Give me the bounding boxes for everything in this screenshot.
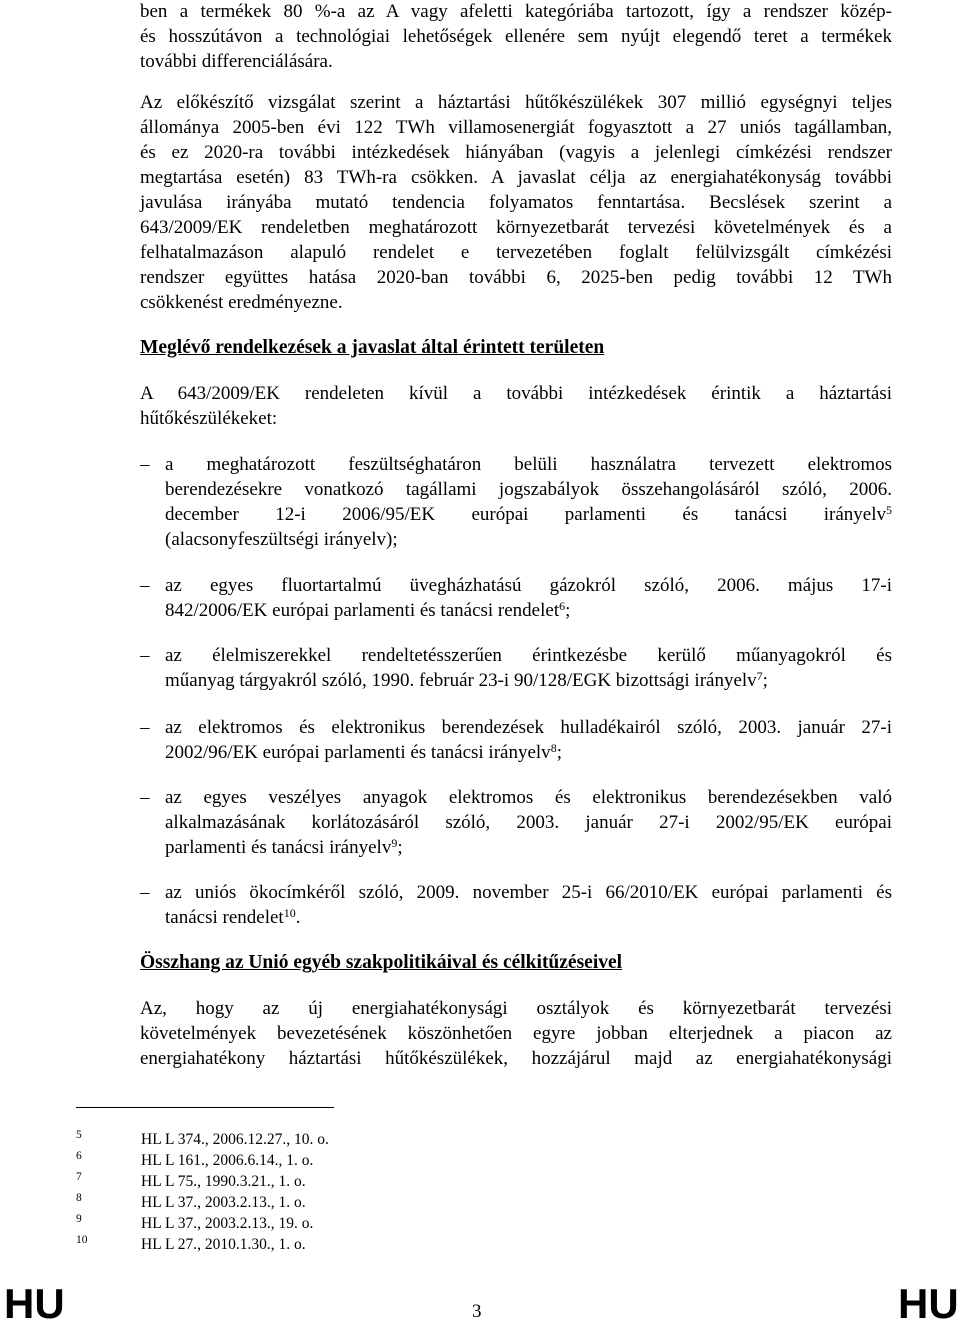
paragraph-other-measures [140, 381, 892, 431]
text-line [165, 785, 892, 810]
punctuation: . [295, 907, 301, 928]
text-line [165, 905, 892, 930]
language-code-right: HU [898, 1280, 959, 1327]
list-item-text [165, 643, 892, 693]
text-line [165, 452, 892, 477]
page-number: 3 [472, 1301, 482, 1322]
text-line [165, 715, 892, 740]
footnote-number: 5 [76, 1129, 82, 1141]
footnote-reference: 6 [559, 599, 566, 613]
dash-bullet: – [140, 787, 150, 808]
line-text: berendezésekre vonatkozó tagállami jogszabályok összehangolásáról szóló, 2006. [165, 479, 892, 500]
paragraph-intro-continuation [140, 0, 892, 74]
punctuation: ; [556, 742, 562, 763]
line-text: alkalmazásának korlátozásáról szóló, 2003. január 27-i 2002/95/EK európai [165, 812, 892, 833]
text-line: rendszer együttes hatása 2020-ban további 6, 2025-ben pedig további 12 TWh [140, 267, 892, 288]
punctuation: ; [397, 837, 403, 858]
footnote-reference: 5 [886, 503, 892, 517]
dash-bullet: – [140, 575, 150, 596]
footnote-number: 10 [76, 1234, 88, 1246]
dash-bullet: – [140, 454, 150, 475]
line-text: az élelmiszerekkel rendeltetésszerűen érintkezésbe kerülő műanyagokról és [165, 645, 892, 666]
list-item-text [165, 880, 892, 930]
punctuation: ; [762, 670, 768, 691]
text-line [165, 643, 892, 668]
text-line: követelmények bevezetésének köszönhetően egyre jobban elterjednek a piacon az [140, 1023, 892, 1044]
line-text: december 12-i 2006/95/EK európai parlamenti és tanácsi irányelv [165, 504, 886, 525]
line-text: 842/2006/EK európai parlamenti és tanácsi rendelet [165, 600, 560, 621]
footnote-reference: 10 [283, 906, 296, 920]
text-line: Az, hogy az új energiahatékonysági osztályok és környezetbarát tervezési [140, 998, 892, 1019]
text-line: A 643/2009/EK rendeleten kívül a további intézkedések érintik a háztartási [140, 383, 892, 404]
footnote-text: HL L 27., 2010.1.30., 1. o. [141, 1236, 306, 1253]
line-text: az elektromos és elektronikus berendezések hulladékairól szóló, 2003. január 27-i [165, 717, 892, 738]
text-line: és hosszútávon a technológiai lehetőségek ellenére sem nyújt elegendő teret a termékek [140, 26, 892, 47]
text-line [165, 810, 892, 835]
list-item-text [165, 785, 892, 860]
line-text: az uniós ökocímkéről szóló, 2009. november 25-i 66/2010/EK európai parlamenti és [165, 882, 892, 903]
text-line [165, 835, 892, 860]
text-line: további differenciálására. [140, 51, 333, 72]
line-text: (alacsonyfeszültségi irányelv); [165, 529, 398, 550]
text-line [165, 502, 892, 527]
list-item-text [165, 573, 892, 623]
text-line [165, 668, 892, 693]
text-line: felhatalmazáson alapuló rendelet e tervezetében foglalt felülvizsgált címkézési [140, 242, 892, 263]
section-heading-consistency: Összhang az Unió egyéb szakpolitikáival és célkitűzéseivel [140, 952, 623, 973]
text-line [165, 880, 892, 905]
dash-bullet: – [140, 717, 150, 738]
text-line: hűtőkészülékeket: [140, 408, 278, 429]
line-text: 2002/96/EK európai parlamenti és tanácsi irányelv [165, 742, 551, 763]
text-line: állománya 2005-ben évi 122 TWh villamosenergiát fogyasztott a 27 uniós tagállamban, [140, 117, 892, 138]
text-line: csökkenést eredményezne. [140, 292, 343, 313]
paragraph-preparatory-study [140, 90, 892, 315]
list-item-text [165, 452, 892, 552]
text-line [165, 598, 892, 623]
language-code-left: HU [4, 1280, 65, 1327]
footnote-reference: 7 [756, 669, 763, 683]
line-text: a meghatározott feszültséghatáron belüli használatra tervezett elektromos [165, 454, 892, 475]
line-text: az egyes veszélyes anyagok elektromos és elektronikus berendezésekben való [165, 787, 892, 808]
footnote-reference: 9 [391, 836, 398, 850]
line-text: műanyag tárgyakról szóló, 1990. február 23-i 90/128/EGK bizottsági irányelv [165, 670, 757, 691]
line-text: tanácsi rendelet [165, 907, 284, 928]
text-line: Az előkészítő vizsgálat szerint a háztartási hűtőkészülékek 307 millió egységnyi teljes [140, 92, 892, 113]
footnote-number: 6 [76, 1150, 82, 1162]
text-line: javulása irányába mutató tendencia folyamatos fenntartása. Becslések szerint a [140, 192, 892, 213]
punctuation: ; [565, 600, 571, 621]
text-line [165, 477, 892, 502]
text-line: 643/2009/EK rendeletben meghatározott környezetbarát tervezési követelmények és a [140, 217, 892, 238]
text-line: energiahatékony háztartási hűtőkészülékek, hozzájárul majd az energiahatékonysági [140, 1048, 892, 1069]
footnote-text: HL L 37., 2003.2.13., 19. o. [141, 1215, 314, 1232]
text-line: megtartása esetén) 83 TWh-ra csökken. A javaslat célja az energiahatékonyság további [140, 167, 892, 188]
text-line [165, 740, 892, 765]
line-text: az egyes fluortartalmú üvegházhatású gázokról szóló, 2006. május 17-i [165, 575, 892, 596]
text-line [165, 573, 892, 598]
footnote-number: 8 [76, 1192, 82, 1204]
footnote-text: HL L 75., 1990.3.21., 1. o. [141, 1173, 306, 1190]
footnote-separator [76, 1107, 334, 1108]
footnote-text: HL L 374., 2006.12.27., 10. o. [141, 1131, 329, 1148]
text-line: ben a termékek 80 %-a az A vagy afeletti kategóriába tartozott, így a rendszer közép- [140, 1, 892, 22]
line-text: parlamenti és tanácsi irányelv [165, 837, 392, 858]
text-line [165, 527, 892, 552]
text-line: és ez 2020-ra további intézkedések hiányában (vagyis a jelenlegi címkézési rendszer [140, 142, 892, 163]
footnote-text: HL L 37., 2003.2.13., 1. o. [141, 1194, 306, 1211]
footnote-reference: 8 [550, 741, 557, 755]
footnote-number: 7 [76, 1171, 82, 1183]
footnote-number: 9 [76, 1213, 82, 1225]
dash-bullet: – [140, 645, 150, 666]
footnote-text: HL L 161., 2006.6.14., 1. o. [141, 1152, 314, 1169]
list-item-text [165, 715, 892, 765]
paragraph-energy-efficiency [140, 996, 892, 1071]
section-heading-existing-provisions: Meglévő rendelkezések a javaslat által érintett területen [140, 337, 605, 358]
dash-bullet: – [140, 882, 150, 903]
